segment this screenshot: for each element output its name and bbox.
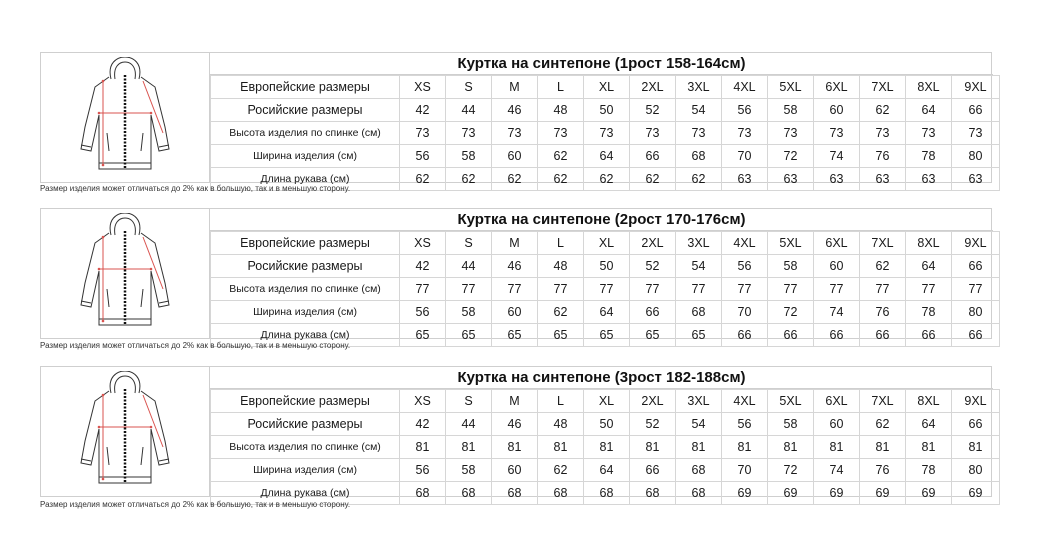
table-cell: 72 [768, 459, 814, 482]
table-cell: 81 [538, 436, 584, 459]
table-cell: 76 [860, 301, 906, 324]
table-cell: 4XL [722, 232, 768, 255]
table-cell: 81 [768, 436, 814, 459]
table-cell: 69 [768, 482, 814, 505]
table-cell: 62 [676, 168, 722, 191]
table-cell: 81 [676, 436, 722, 459]
size-chart-frame [40, 366, 992, 500]
table-cell: 62 [492, 168, 538, 191]
table-cell: 73 [676, 122, 722, 145]
table-cell: 73 [906, 122, 952, 145]
table-cell: 65 [446, 324, 492, 347]
table-cell: 64 [906, 255, 952, 278]
table-cell: 58 [446, 301, 492, 324]
table-cell: 73 [630, 122, 676, 145]
table-cell: 77 [906, 278, 952, 301]
row-label: Ширина изделия (см) [211, 459, 400, 482]
size-tolerance-note: Размер изделия может отличаться до 2% как в большую, так и в меньшую сторону. [40, 341, 351, 350]
table-cell: 77 [400, 278, 446, 301]
table-cell: 58 [768, 255, 814, 278]
table-cell: 68 [446, 482, 492, 505]
table-cell: 62 [538, 301, 584, 324]
table-cell: 2XL [630, 232, 676, 255]
table-cell: 69 [814, 482, 860, 505]
table-title: Куртка на синтепоне (3рост 182-188см) [210, 367, 993, 389]
table-cell: 69 [952, 482, 1000, 505]
table-cell: 54 [676, 255, 722, 278]
row-label: Ширина изделия (см) [211, 145, 400, 168]
table-cell: 66 [952, 324, 1000, 347]
size-chart-block [40, 366, 992, 507]
row-label: Высота изделия по спинке (см) [211, 436, 400, 459]
table-cell: 5XL [768, 232, 814, 255]
table-cell: 73 [722, 122, 768, 145]
jacket-image-cell [41, 53, 210, 182]
table-cell: 81 [400, 436, 446, 459]
table-cell: 66 [952, 99, 1000, 122]
size-tolerance-note: Размер изделия может отличаться до 2% как в большую, так и в меньшую сторону. [40, 500, 351, 509]
table-cell: 66 [722, 324, 768, 347]
table-cell: 81 [814, 436, 860, 459]
table-cell: 5XL [768, 76, 814, 99]
table-cell: 70 [722, 145, 768, 168]
table-cell: 9XL [952, 232, 1000, 255]
table-cell: 60 [492, 301, 538, 324]
table-cell: 44 [446, 255, 492, 278]
table-cell: 9XL [952, 390, 1000, 413]
table-cell: 4XL [722, 76, 768, 99]
table-cell: 56 [722, 413, 768, 436]
table-cell: 56 [722, 99, 768, 122]
table-cell: 60 [492, 459, 538, 482]
table-cell: M [492, 232, 538, 255]
table-cell: 62 [860, 255, 906, 278]
back-length-row [211, 278, 1000, 301]
table-cell: 46 [492, 413, 538, 436]
table-cell: 69 [906, 482, 952, 505]
table-cell: 77 [538, 278, 584, 301]
table-cell: 65 [584, 324, 630, 347]
width-row [211, 145, 1000, 168]
table-cell: 78 [906, 301, 952, 324]
table-cell: 58 [768, 413, 814, 436]
back-length-row [211, 122, 1000, 145]
table-cell: 65 [630, 324, 676, 347]
table-cell: 8XL [906, 232, 952, 255]
table-cell: 81 [860, 436, 906, 459]
table-cell: 58 [446, 459, 492, 482]
jacket-illustration [63, 57, 187, 177]
table-cell: 65 [400, 324, 446, 347]
table-cell: 66 [952, 413, 1000, 436]
table-cell: 69 [722, 482, 768, 505]
table-cell: 63 [952, 168, 1000, 191]
row-label: Высота изделия по спинке (см) [211, 122, 400, 145]
table-cell: 48 [538, 255, 584, 278]
table-cell: L [538, 390, 584, 413]
table-cell: XS [400, 76, 446, 99]
table-cell: 44 [446, 413, 492, 436]
table-cell: 62 [538, 145, 584, 168]
table-cell: 81 [952, 436, 1000, 459]
table-cell: 2XL [630, 390, 676, 413]
table-cell: 63 [906, 168, 952, 191]
table-cell: 60 [814, 255, 860, 278]
table-cell: 65 [676, 324, 722, 347]
table-cell: XS [400, 390, 446, 413]
table-cell: 52 [630, 255, 676, 278]
row-label: Длина рукава (см) [211, 324, 400, 347]
table-cell: 54 [676, 99, 722, 122]
table-cell: 62 [860, 99, 906, 122]
table-cell: 63 [860, 168, 906, 191]
table-cell: 62 [538, 459, 584, 482]
table-cell: 76 [860, 459, 906, 482]
table-cell: 62 [446, 168, 492, 191]
table-cell: 63 [722, 168, 768, 191]
table-cell: 48 [538, 99, 584, 122]
jacket-illustration [63, 371, 187, 491]
table-cell: 65 [492, 324, 538, 347]
table-cell: M [492, 390, 538, 413]
table-cell: L [538, 76, 584, 99]
table-cell: 3XL [676, 390, 722, 413]
table-cell: 63 [768, 168, 814, 191]
table-cell: 9XL [952, 76, 1000, 99]
table-cell: 58 [768, 99, 814, 122]
table-cell: 8XL [906, 76, 952, 99]
table-title: Куртка на синтепоне (1рост 158-164см) [210, 53, 993, 75]
ru-size-row [211, 413, 1000, 436]
table-cell: 73 [492, 122, 538, 145]
table-cell: 66 [630, 301, 676, 324]
table-cell: 66 [814, 324, 860, 347]
table-cell: 64 [584, 459, 630, 482]
size-table [210, 75, 1000, 191]
ru-size-row [211, 255, 1000, 278]
table-cell: 66 [768, 324, 814, 347]
table-cell: 73 [538, 122, 584, 145]
size-chart-frame [40, 52, 992, 186]
jacket-illustration [63, 213, 187, 333]
table-cell: L [538, 232, 584, 255]
row-label: Длина рукава (см) [211, 168, 400, 191]
ru-size-row [211, 99, 1000, 122]
jacket-image-cell [41, 209, 210, 338]
table-cell: 81 [906, 436, 952, 459]
table-cell: 73 [860, 122, 906, 145]
table-cell: 3XL [676, 232, 722, 255]
table-cell: 81 [722, 436, 768, 459]
table-cell: 6XL [814, 76, 860, 99]
width-row [211, 459, 1000, 482]
table-cell: 81 [446, 436, 492, 459]
eu-size-row [211, 232, 1000, 255]
table-cell: S [446, 76, 492, 99]
table-cell: 77 [630, 278, 676, 301]
table-cell: 73 [584, 122, 630, 145]
table-cell: 60 [814, 99, 860, 122]
row-label: Длина рукава (см) [211, 482, 400, 505]
table-cell: 81 [584, 436, 630, 459]
table-cell: 58 [446, 145, 492, 168]
table-cell: 7XL [860, 390, 906, 413]
table-cell: 77 [446, 278, 492, 301]
table-cell: 77 [492, 278, 538, 301]
table-cell: 70 [722, 459, 768, 482]
table-cell: 50 [584, 413, 630, 436]
row-label: Росийские размеры [211, 255, 400, 278]
table-cell: 7XL [860, 232, 906, 255]
table-cell: 8XL [906, 390, 952, 413]
size-table [210, 389, 1000, 505]
table-cell: 62 [400, 168, 446, 191]
table-cell: 73 [400, 122, 446, 145]
row-label: Высота изделия по спинке (см) [211, 278, 400, 301]
table-cell: 64 [906, 413, 952, 436]
table-cell: 81 [492, 436, 538, 459]
table-cell: 68 [676, 482, 722, 505]
table-cell: 74 [814, 301, 860, 324]
table-cell: 56 [400, 301, 446, 324]
table-cell: 68 [676, 459, 722, 482]
table-cell: 3XL [676, 76, 722, 99]
row-label: Европейские размеры [211, 390, 400, 413]
size-chart-block [40, 208, 992, 349]
back-length-row [211, 436, 1000, 459]
table-cell: XL [584, 232, 630, 255]
table-cell: 56 [400, 459, 446, 482]
table-cell: 54 [676, 413, 722, 436]
table-cell: 80 [952, 145, 1000, 168]
table-cell: 4XL [722, 390, 768, 413]
table-cell: 68 [584, 482, 630, 505]
table-cell: 6XL [814, 390, 860, 413]
table-cell: 62 [860, 413, 906, 436]
table-cell: 7XL [860, 76, 906, 99]
eu-size-row [211, 76, 1000, 99]
table-cell: 44 [446, 99, 492, 122]
table-title: Куртка на синтепоне (2рост 170-176см) [210, 209, 993, 231]
table-cell: 74 [814, 459, 860, 482]
table-cell: 50 [584, 99, 630, 122]
table-cell: 65 [538, 324, 584, 347]
table-cell: 78 [906, 459, 952, 482]
size-table [210, 231, 1000, 347]
table-cell: 48 [538, 413, 584, 436]
table-cell: 56 [722, 255, 768, 278]
table-cell: 70 [722, 301, 768, 324]
table-cell: 62 [538, 168, 584, 191]
table-cell: 5XL [768, 390, 814, 413]
table-cell: 66 [906, 324, 952, 347]
size-chart-frame [40, 208, 992, 342]
table-cell: S [446, 232, 492, 255]
table-cell: 2XL [630, 76, 676, 99]
table-cell: 60 [492, 145, 538, 168]
table-cell: 77 [768, 278, 814, 301]
row-label: Росийские размеры [211, 413, 400, 436]
table-cell: 73 [952, 122, 1000, 145]
table-cell: 46 [492, 99, 538, 122]
table-cell: 66 [630, 145, 676, 168]
width-row [211, 301, 1000, 324]
size-chart-block [40, 52, 992, 193]
table-cell: 77 [722, 278, 768, 301]
table-cell: 42 [400, 413, 446, 436]
table-cell: 64 [584, 145, 630, 168]
table-cell: 68 [630, 482, 676, 505]
table-cell: 64 [584, 301, 630, 324]
table-cell: 72 [768, 301, 814, 324]
table-cell: 66 [630, 459, 676, 482]
table-cell: 6XL [814, 232, 860, 255]
table-cell: 77 [584, 278, 630, 301]
table-cell: 68 [538, 482, 584, 505]
table-cell: 52 [630, 413, 676, 436]
table-cell: 77 [676, 278, 722, 301]
table-cell: 72 [768, 145, 814, 168]
row-label: Европейские размеры [211, 76, 400, 99]
table-cell: 64 [906, 99, 952, 122]
table-cell: M [492, 76, 538, 99]
eu-size-row [211, 390, 1000, 413]
table-cell: XL [584, 76, 630, 99]
table-cell: 62 [584, 168, 630, 191]
row-label: Ширина изделия (см) [211, 301, 400, 324]
table-cell: 52 [630, 99, 676, 122]
table-cell: 69 [860, 482, 906, 505]
table-cell: 56 [400, 145, 446, 168]
table-cell: 68 [676, 301, 722, 324]
table-cell: 68 [400, 482, 446, 505]
table-cell: 42 [400, 99, 446, 122]
table-cell: XL [584, 390, 630, 413]
table-cell: 66 [860, 324, 906, 347]
table-cell: 73 [768, 122, 814, 145]
table-cell: 76 [860, 145, 906, 168]
table-cell: 73 [446, 122, 492, 145]
row-label: Европейские размеры [211, 232, 400, 255]
table-cell: 66 [952, 255, 1000, 278]
table-cell: 68 [676, 145, 722, 168]
jacket-image-cell [41, 367, 210, 496]
row-label: Росийские размеры [211, 99, 400, 122]
table-cell: 81 [630, 436, 676, 459]
table-cell: 80 [952, 301, 1000, 324]
table-cell: 74 [814, 145, 860, 168]
table-cell: 78 [906, 145, 952, 168]
table-cell: 68 [492, 482, 538, 505]
table-cell: 63 [814, 168, 860, 191]
table-cell: 50 [584, 255, 630, 278]
table-cell: XS [400, 232, 446, 255]
table-cell: S [446, 390, 492, 413]
table-cell: 62 [630, 168, 676, 191]
table-cell: 60 [814, 413, 860, 436]
table-cell: 77 [952, 278, 1000, 301]
table-cell: 73 [814, 122, 860, 145]
size-tolerance-note: Размер изделия может отличаться до 2% как в большую, так и в меньшую сторону. [40, 184, 351, 193]
table-cell: 42 [400, 255, 446, 278]
table-cell: 77 [860, 278, 906, 301]
table-cell: 77 [814, 278, 860, 301]
table-cell: 80 [952, 459, 1000, 482]
table-cell: 46 [492, 255, 538, 278]
